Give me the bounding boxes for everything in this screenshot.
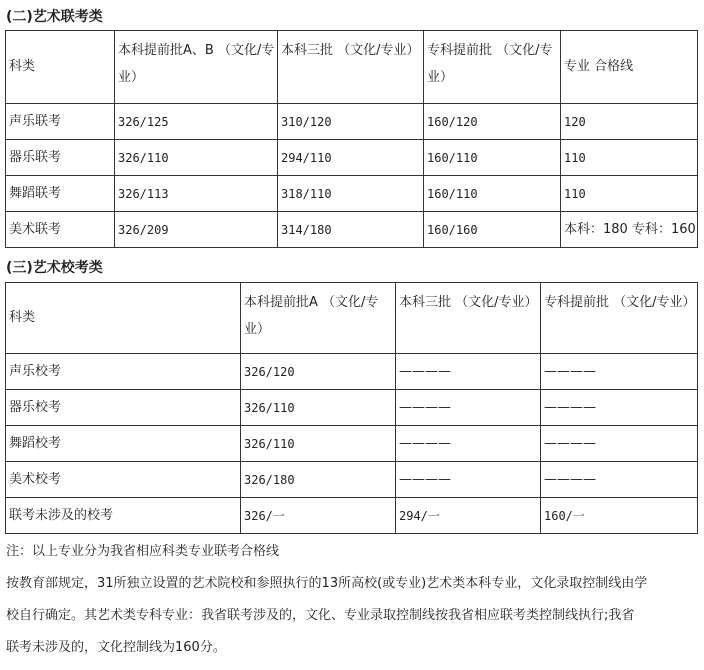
table-cell: 声乐校考 bbox=[6, 354, 241, 390]
table-header-row bbox=[6, 283, 698, 354]
header-cell: 专科提前批 （文化/专业） bbox=[541, 283, 698, 354]
table-cell: 326/110 bbox=[241, 426, 396, 462]
section-title-school-exam: (三)艺术校考类 bbox=[6, 260, 103, 276]
header-cell: 科类 bbox=[6, 283, 241, 354]
table-cell: 舞蹈联考 bbox=[6, 176, 115, 212]
table-cell: 314/180 bbox=[278, 212, 424, 248]
table-cell: 声乐联考 bbox=[6, 104, 115, 140]
table-cell: 160/160 bbox=[424, 212, 561, 248]
header-cell: 本科提前批A （文化/专业） bbox=[241, 283, 396, 354]
note-line: 校自行确定。其艺术类专科专业：我省联考涉及的，文化、专业录取控制线按我省相应联考类控制线执行;我省 bbox=[6, 608, 635, 623]
school-exam-table bbox=[5, 282, 698, 534]
table-cell: ———— bbox=[396, 462, 541, 498]
table-cell: 294/110 bbox=[278, 140, 424, 176]
notes-block bbox=[6, 536, 696, 664]
table-cell: 本科：180 专科：160 bbox=[561, 212, 698, 248]
table-cell: 舞蹈校考 bbox=[6, 426, 241, 462]
table-row bbox=[6, 212, 698, 248]
table-cell: 器乐联考 bbox=[6, 140, 115, 176]
table-cell: 美术联考 bbox=[6, 212, 115, 248]
note-line: 注：以上专业分为我省相应科类专业联考合格线 bbox=[6, 544, 280, 559]
header-cell: 专业 合格线 bbox=[561, 31, 698, 104]
table-cell: 160/110 bbox=[424, 176, 561, 212]
table-row bbox=[6, 140, 698, 176]
table-cell: ———— bbox=[396, 354, 541, 390]
table-cell: 160/一 bbox=[541, 498, 698, 534]
table-row bbox=[6, 104, 698, 140]
table-cell: 160/110 bbox=[424, 140, 561, 176]
table-cell: 110 bbox=[561, 176, 698, 212]
table-row bbox=[6, 426, 698, 462]
header-cell: 本科三批 （文化/专业） bbox=[278, 31, 424, 104]
table-cell: 326/113 bbox=[115, 176, 278, 212]
table-cell: 120 bbox=[561, 104, 698, 140]
note-line: 联考未涉及的，文化控制线为160分。 bbox=[6, 640, 226, 655]
table-cell: 联考未涉及的校考 bbox=[6, 498, 241, 534]
table-row bbox=[6, 176, 698, 212]
table-cell: 110 bbox=[561, 140, 698, 176]
table-cell: 326/209 bbox=[115, 212, 278, 248]
table-row bbox=[6, 498, 698, 534]
header-cell: 本科提前批A、B （文化/专业） bbox=[115, 31, 278, 104]
table-cell: 318/110 bbox=[278, 176, 424, 212]
table-cell: 326/110 bbox=[241, 390, 396, 426]
table-cell: ———— bbox=[541, 354, 698, 390]
table-cell: ———— bbox=[541, 390, 698, 426]
header-cell: 科类 bbox=[6, 31, 115, 104]
table-cell: ———— bbox=[541, 462, 698, 498]
table-cell: 器乐校考 bbox=[6, 390, 241, 426]
table-cell: 326/110 bbox=[115, 140, 278, 176]
table-cell: 326/一 bbox=[241, 498, 396, 534]
table-cell: 310/120 bbox=[278, 104, 424, 140]
note-line: 按教育部规定，31所独立设置的艺术院校和参照执行的13所高校(或专业)艺术类本科专业，文化录取控制线由学 bbox=[6, 576, 648, 591]
table-row bbox=[6, 462, 698, 498]
table-row bbox=[6, 354, 698, 390]
table-cell: 美术校考 bbox=[6, 462, 241, 498]
table-row bbox=[6, 390, 698, 426]
table-cell: 160/120 bbox=[424, 104, 561, 140]
table-cell: ———— bbox=[541, 426, 698, 462]
section-title-joint-exam: (二)艺术联考类 bbox=[6, 9, 103, 25]
table-cell: ———— bbox=[396, 390, 541, 426]
joint-exam-table bbox=[5, 30, 698, 248]
header-cell: 本科三批 （文化/专业） bbox=[396, 283, 541, 354]
header-cell: 专科提前批 （文化/专业） bbox=[424, 31, 561, 104]
table-cell: 294/一 bbox=[396, 498, 541, 534]
table-cell: 326/180 bbox=[241, 462, 396, 498]
table-cell: 326/125 bbox=[115, 104, 278, 140]
table-header-row bbox=[6, 31, 698, 104]
table-cell: 326/120 bbox=[241, 354, 396, 390]
table-cell: ———— bbox=[396, 426, 541, 462]
